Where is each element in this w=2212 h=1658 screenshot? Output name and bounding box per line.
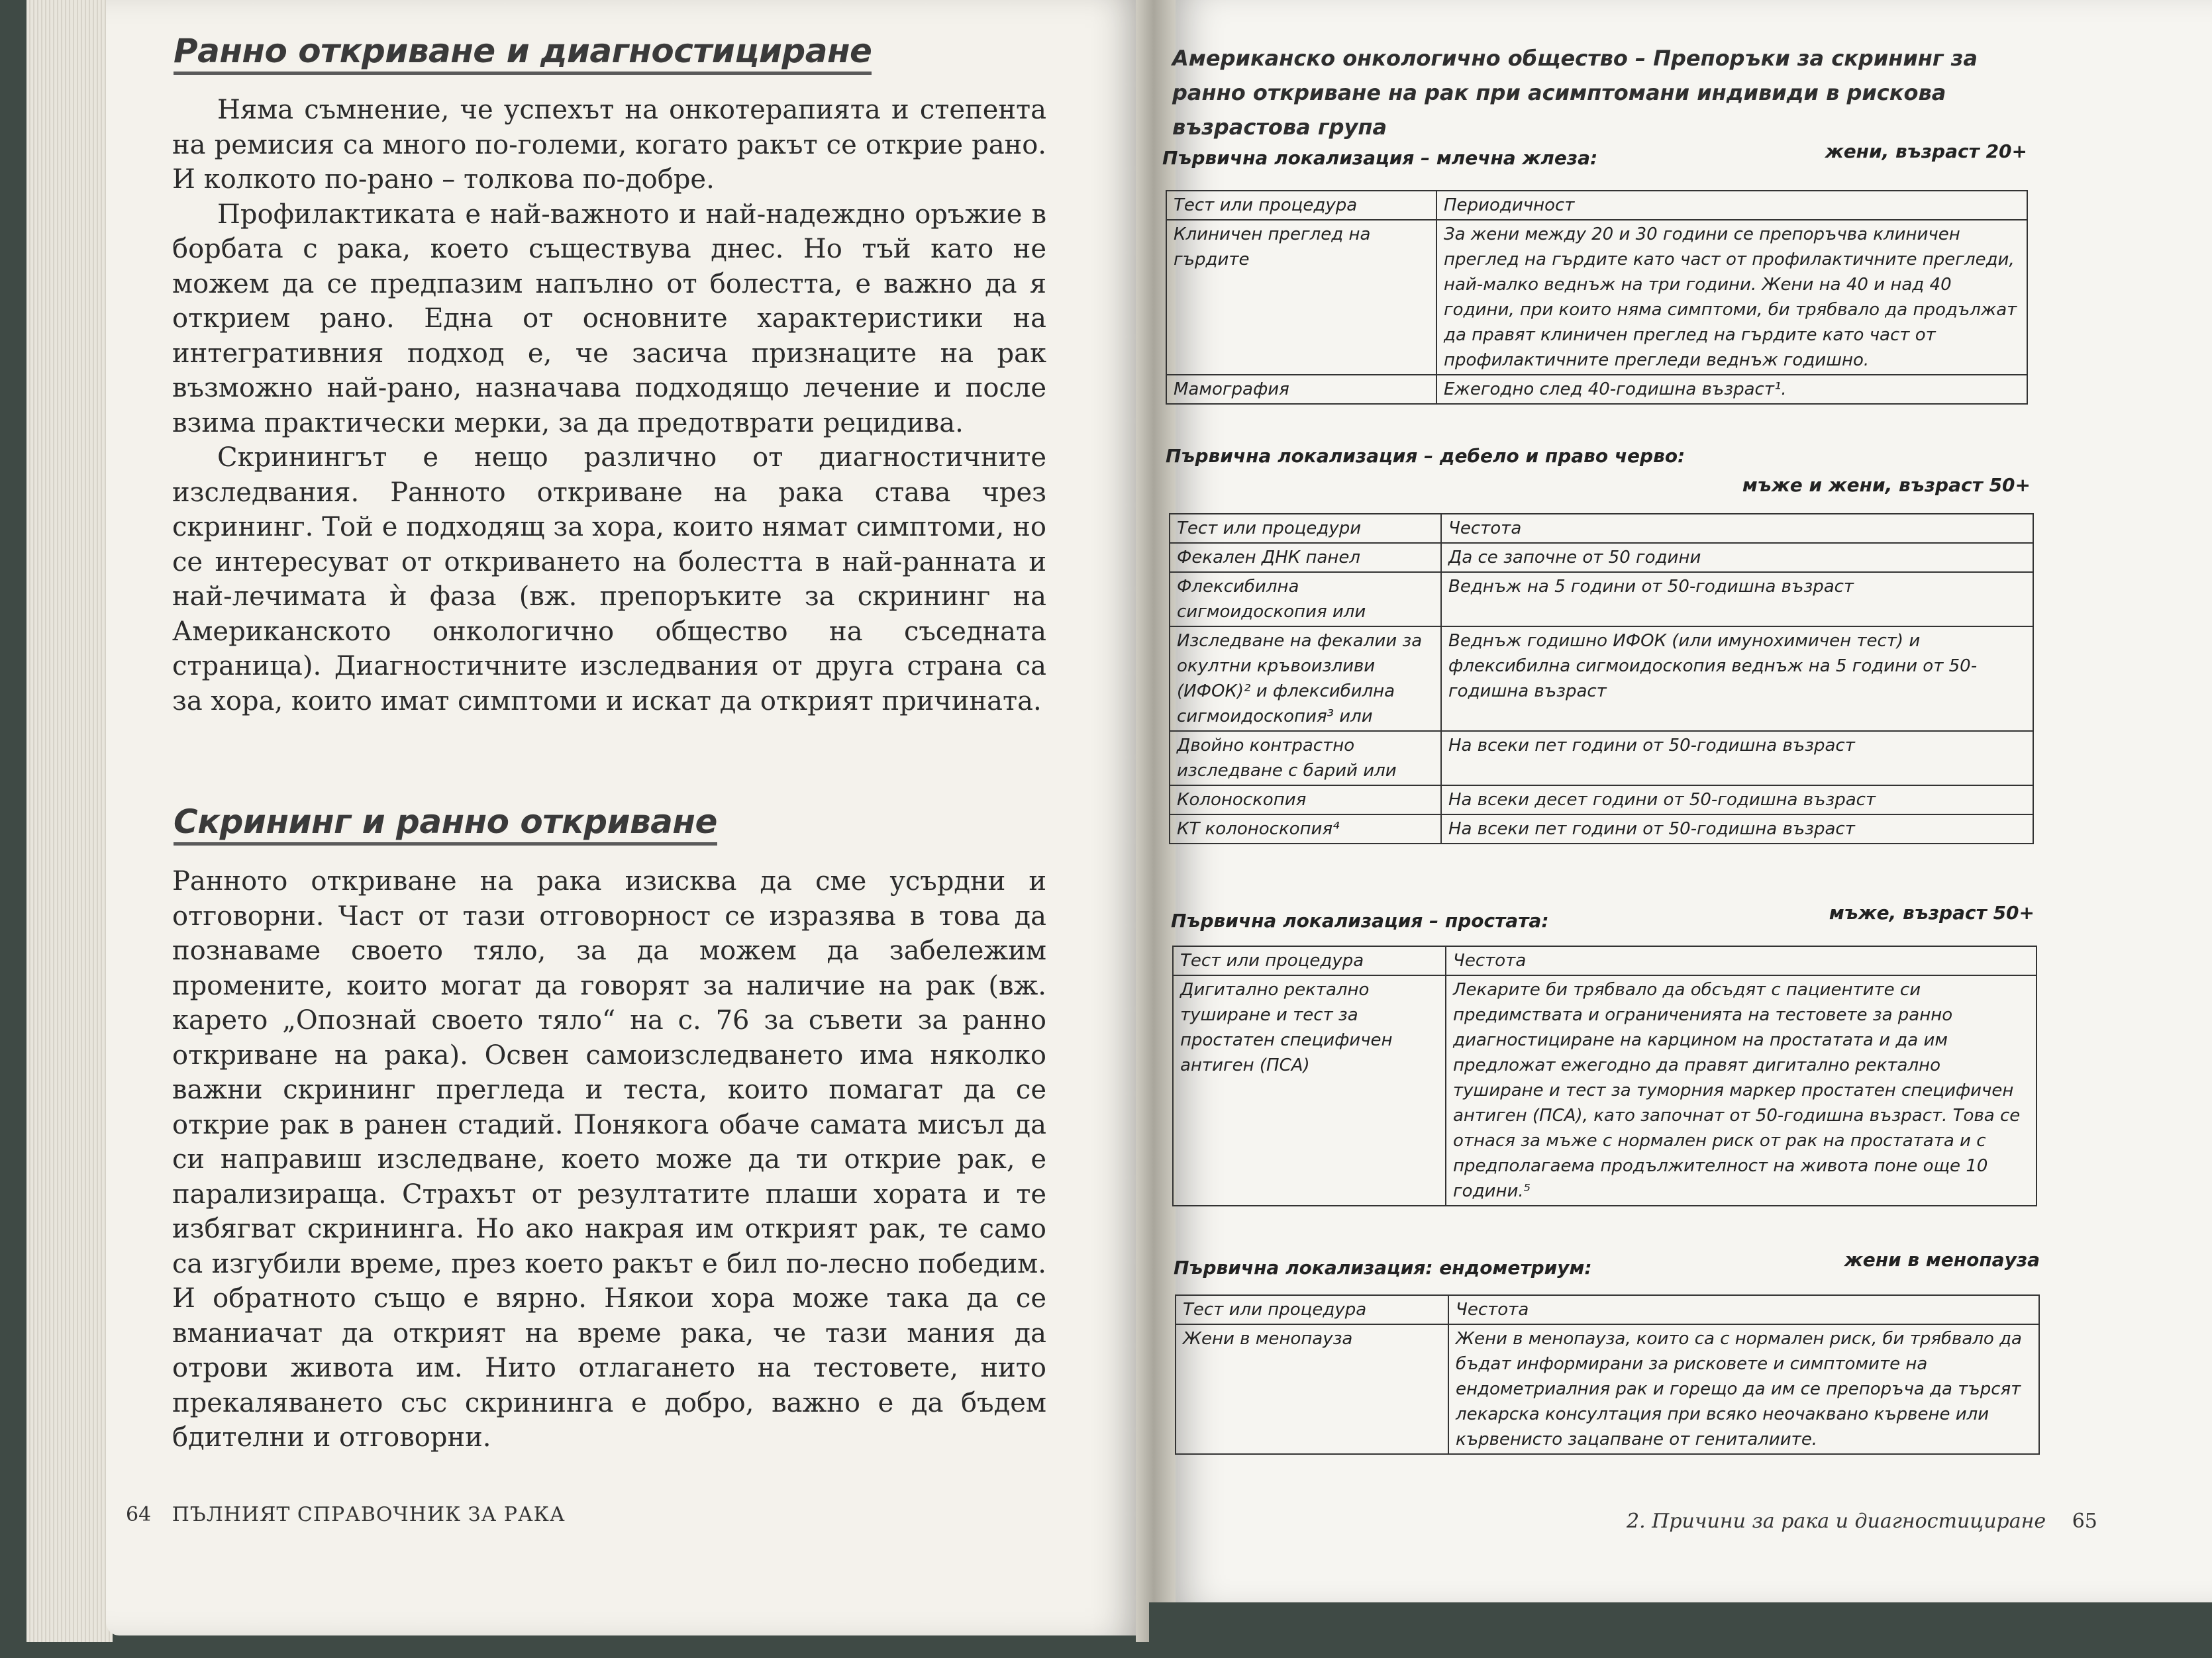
- recommendations-title: Американско онкологично общество – Препоръки за скрининг за ранно откриване на рак при асимптомани индивиди в рискова възрастова група: [1172, 46, 1978, 140]
- paragraph: Ранното откриване на рака изисква да сме усърдни и отговорни. Част от тази отговорност се изразява в това да познаваме своето тяло, за да можем да забележим промените, които могат да говорят за наличие на рак (вж. карето „Опознай своето тяло“ на с. 76 за съвети за ранно откриване на рака). Освен самоизследването има няколко важни скрининг прегледа и теста, които помагат да се открие рак в ранен стадий. Понякога обаче самата мисъл да си направиш изследване, което може да ти открие рак, е парализираща. Страхът от резултатите плаши хората и те избягват скрининга. Но ако накрая им открият рак, те само са изгубили време, през което ракът е бил по-лесно победим. И обратното също е вярно. Някои хора може така да се вманиачат да открият на време рака, че тази мания да отрови живота им. Нито отлагането на тестовете, нито прекаляването със скрининга е добро, важно е да бъдем бдителни и отговорни.: [172, 866, 1046, 1453]
- section-label-prostate: Първична локализация – простата:: [1171, 910, 1549, 932]
- section-label-breast: Първична локализация – млечна жлеза:: [1162, 147, 1598, 169]
- table-cell: Фекален ДНК панел: [1170, 543, 1441, 572]
- table-row: [1170, 543, 2033, 572]
- header-cell: Тест или процедура: [1173, 946, 1446, 975]
- table-header-row: [1170, 514, 2033, 543]
- left-body-text-1: [172, 93, 1046, 718]
- table-endometrium: [1175, 1294, 2040, 1455]
- table-cell: Двойно контрастно изследване с барий или: [1170, 731, 1441, 785]
- section-group-breast: жени, възраст 20+: [1825, 140, 2027, 162]
- paragraph: Няма съмнение, че успехът на онкотерапията и степента на ремисия са много по-големи, когато ракът се открие рано. И колкото по-рано – толкова по-добре.: [172, 95, 1046, 195]
- table-cell: Да се започне от 50 години: [1441, 543, 2033, 572]
- section-label-colon: Първична локализация – дебело и право черво:: [1166, 445, 1685, 467]
- table-cell: Флексибилна сигмоидоскопия или: [1170, 572, 1441, 626]
- table-cell: КТ колоноскопия⁴: [1170, 814, 1441, 844]
- table-cell: Жени в менопауза, които са с нормален риск, би трябвало да бъдат информирани за рисковете и симптомите на ендометриалния рак и горещо да им се препоръча да търсят лекарска консултация при всяко неочаквано кървене или кървенисто зацапване от гениталиите.: [1448, 1324, 2039, 1454]
- page-number: 65: [2072, 1510, 2097, 1533]
- table-cell: На всеки пет години от 50-годишна възраст: [1441, 731, 2033, 785]
- table-row: [1176, 1324, 2039, 1454]
- table-row: [1170, 572, 2033, 626]
- table-prostate: [1172, 946, 2037, 1206]
- section-group-endometrium: жени в менопауза: [1844, 1249, 2040, 1271]
- section-heading-screening: Скрининг и ранно откриване: [174, 803, 717, 846]
- header-cell: Честота: [1448, 1295, 2039, 1324]
- table-row: [1170, 626, 2033, 731]
- table-row: [1170, 785, 2033, 814]
- table-row: [1173, 975, 2036, 1206]
- header-cell: Тест или процедура: [1176, 1295, 1448, 1324]
- left-page-footer: [126, 1503, 566, 1526]
- table-row: [1166, 220, 2027, 375]
- background-surface: [1149, 1602, 2212, 1658]
- table-breast: [1166, 190, 2028, 405]
- table-header-row: [1176, 1295, 2039, 1324]
- table-cell: На всеки пет години от 50-годишна възраст: [1441, 814, 2033, 844]
- section-heading-early-detection: Ранно откриване и диагностициране: [174, 32, 872, 75]
- table-cell: Колоноскопия: [1170, 785, 1441, 814]
- table-cell: Ежегодно след 40-годишна възраст¹.: [1436, 375, 2027, 404]
- section-group-colon: мъже и жени, възраст 50+: [1742, 474, 2031, 496]
- page-number: 64: [126, 1503, 152, 1526]
- header-cell: Тест или процедура: [1166, 191, 1436, 220]
- table-colon: [1169, 513, 2034, 844]
- table-cell: Изследване на фекалии за окултни кръвоизливи (ИФОК)² и флексибилна сигмоидоскопия³ или: [1170, 626, 1441, 731]
- table-cell: За жени между 20 и 30 години се препоръчва клиничен преглед на гърдите като част от профилактичните прегледи, най-малко веднъж на три години. Жени на 40 и над 40 години, при които няма симптоми, би трябвало да продължат да правят клиничен преглед на гърдите като част от профилактичните прегледи веднъж годишно.: [1436, 220, 2027, 375]
- table-cell: Веднъж годишно ИФОК (или имунохимичен тест) и флексибилна сигмоидоскопия веднъж на 5 години от 50-годишна възраст: [1441, 626, 2033, 731]
- header-cell: Тест или процедури: [1170, 514, 1441, 543]
- table-cell: На всеки десет години от 50-годишна възраст: [1441, 785, 2033, 814]
- paragraph: Скринингът е нещо различно от диагностичните изследвания. Ранното откриване на рака става чрез скрининг. Той е подходящ за хора, които нямат симптоми, но се интересуват от откриването на болестта в най-ранната и най-лечимата ѝ фаза (вж. препоръките за скрининг на Американското онкологично общество на съседната страница). Диагностичните изследвания от друга страна са за хора, които имат симптоми и искат да открият причината.: [172, 442, 1046, 716]
- table-cell: Мамография: [1166, 375, 1436, 404]
- table-header-row: [1166, 191, 2027, 220]
- table-cell: Жени в менопауза: [1176, 1324, 1448, 1454]
- table-row: [1170, 814, 2033, 844]
- table-header-row: [1173, 946, 2036, 975]
- header-cell: Честота: [1446, 946, 2036, 975]
- table-cell: Лекарите би трябвало да обсъдят с пациентите си предимствата и ограниченията на тестовете за ранно диагностициране на карцином на простатата и да им предложат ежегодно да правят дигитално ректално туширане и тест за туморния маркер простатен специфичен антиген (ПСА), като започнат от 50-годишна възраст. Това се отнася за мъже с нормален риск от рак на простатата и с предполагаема продължителност на живота поне още 10 години.⁵: [1446, 975, 2036, 1206]
- table-row: [1170, 731, 2033, 785]
- table-cell: Клиничен преглед на гърдите: [1166, 220, 1436, 375]
- header-cell: Периодичност: [1436, 191, 2027, 220]
- right-page-footer: [1627, 1510, 2097, 1533]
- chapter-title: 2. Причини за рака и диагностициране: [1627, 1510, 2046, 1533]
- table-row: [1166, 375, 2027, 404]
- book-title: ПЪЛНИЯТ СПРАВОЧНИК ЗА РАКА: [172, 1503, 566, 1526]
- section-group-prostate: мъже, възраст 50+: [1829, 902, 2035, 924]
- table-cell: Дигитално ректално туширане и тест за простатен специфичен антиген (ПСА): [1173, 975, 1446, 1206]
- section-label-endometrium: Първична локализация: ендометриум:: [1174, 1257, 1592, 1279]
- header-cell: Честота: [1441, 514, 2033, 543]
- paragraph: Профилактиката е най-важното и най-надеждно оръжие в борбата с рака, което съществува днес. Но тъй като не можем да се предпазим напълно от болестта, е важно да я открием рано. Една от основните характеристики на интегративния подход е, че засича признаците на рак възможно най-рано, назначава подходящо лечение и после взима практически мерки, за да предотврати рецидива.: [172, 199, 1046, 438]
- page-edges: [26, 0, 113, 1642]
- table-cell: Веднъж на 5 години от 50-годишна възраст: [1441, 572, 2033, 626]
- left-body-text-2: [172, 864, 1046, 1455]
